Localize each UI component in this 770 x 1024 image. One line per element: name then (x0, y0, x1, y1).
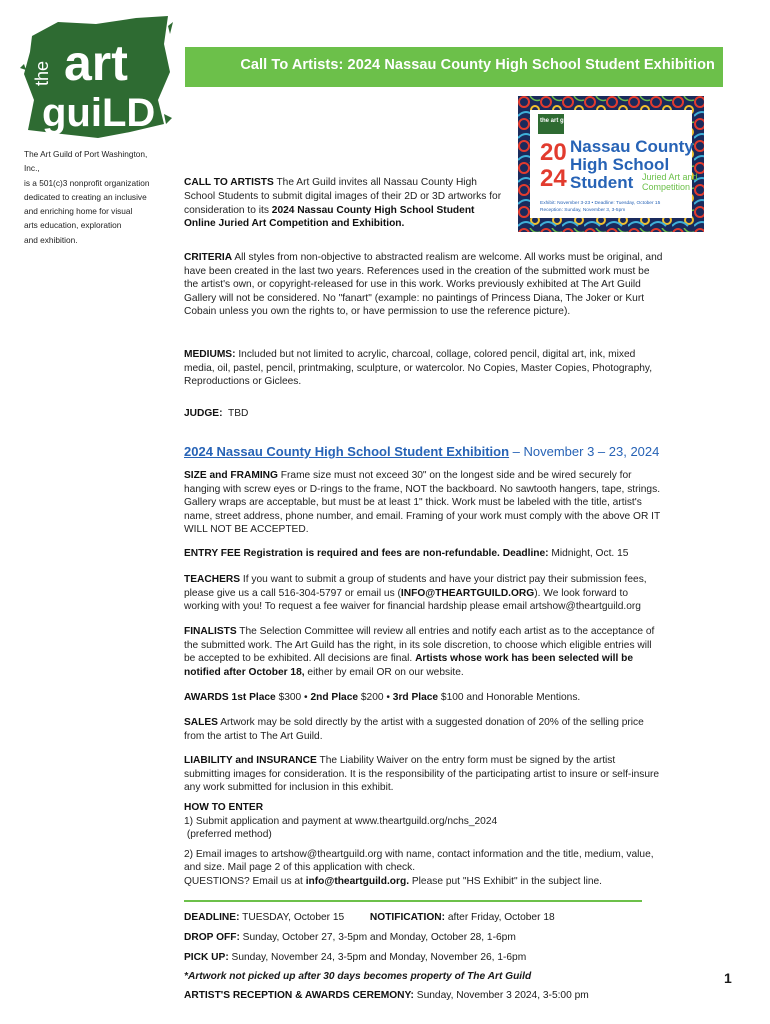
pickup-note-line (184, 970, 704, 983)
notification-value: after Friday, October 18 (445, 912, 555, 923)
entry-text: Midnight, Oct. 15 (548, 548, 629, 559)
how-to-enter (184, 801, 664, 889)
page-number: 1 (724, 970, 732, 986)
awards-p3-label: 3rd Place (392, 692, 439, 703)
awards-p3: $100 and Honorable Mentions. (438, 692, 581, 703)
mediums-text: Included but not limited to acrylic, charcoal, collage, colored pencil, digital art, ink, mixed media, oil, pastel, pencil, printmaking, sculpture, or watercolor. No Copies, Master Copies, Photography, Reproductions or Giclees. (184, 349, 653, 388)
how-q-tail: Please put "HS Exhibit" in the subject line. (409, 875, 603, 887)
reception-value: Sunday, November 3 2024, 3-5:00 pm (413, 990, 589, 1001)
entry-fee-paragraph (184, 547, 664, 561)
poster-line1: Nassau County (570, 137, 694, 156)
sales-label: SALES (184, 717, 218, 728)
dropoff-value: Sunday, October 27, 3-5pm and Monday, October 28, 1-6pm (239, 932, 516, 943)
art-guild-logo (18, 14, 173, 140)
size-label: SIZE and FRAMING (184, 470, 278, 481)
awards-p1-label: 1st Place (228, 692, 276, 703)
header-banner (185, 47, 723, 87)
poster-juried1: Juried Art and (642, 172, 698, 182)
banner-title: Call To Artists: 2024 Nassau County High School Student Exhibition (240, 57, 715, 73)
deadline-label: DEADLINE: (184, 912, 240, 923)
criteria-paragraph (184, 251, 664, 319)
call-to-artists (184, 176, 504, 231)
how-questions-line (184, 875, 664, 889)
reception-label: ARTIST'S RECEPTION & AWARDS CEREMONY: (184, 990, 414, 1001)
criteria-label: CRITERIA (184, 252, 233, 263)
deadline-line (184, 911, 704, 924)
finalists-paragraph (184, 625, 664, 679)
teachers-text2: ). We look forward to working with you! To request a fee waiver for financial hardship please email artshow@theartguild.org (184, 587, 641, 613)
how-step2: 2) Email images to artshow@theartguild.org with name, contact information and the title, medium, value, and size. Mail page 2 of this application with check. (184, 848, 654, 874)
mediums-paragraph (184, 348, 664, 389)
poster-year-top: 20 (540, 139, 567, 166)
org-line: dedicated to creating an inclusive (24, 191, 147, 202)
how-questions: QUESTIONS? Email us at (184, 875, 306, 887)
footer-divider (184, 900, 642, 902)
size-framing-paragraph (184, 469, 664, 537)
liability-text: The Liability Waiver on the entry form must be signed by the artist submitting images for consideration. It is the responsibility of the participating artist to insure or self-insure any work submitted for inclusion in this exhibit. (184, 755, 660, 794)
how-step1: 1) Submit application and payment at www.theartguild.org/nchs_2024 (184, 815, 498, 827)
awards-p1: $300 • (275, 692, 311, 703)
mediums-label: MEDIUMS: (184, 349, 236, 360)
org-line: and exhibition. (24, 234, 78, 245)
criteria-text: All styles from non-objective to abstracted realism are welcome. All works must be original, and have been created in the last two years. References used in the creation of the submitted work must be the artist's own, or copyright-released for use in this work. Works previously exhibited at The Art Guild Gallery will not be considered. No "fanart" (example: no paintings of Princess Diana, The Joker or Kurt Cobain unless you own the rights to, or have permission to use the reference picture). (184, 252, 663, 318)
judge-text: TBD (222, 408, 249, 419)
awards-paragraph (184, 691, 664, 705)
finalists-label: FINALISTS (184, 626, 237, 637)
entry-bold-text: Registration is required and fees are non-refundable. Deadline: (240, 548, 549, 559)
reception-line (184, 989, 704, 1002)
org-line: is a 501(c)3 nonprofit organization (24, 177, 150, 188)
poster-logo: the art guild (540, 118, 575, 124)
deadline-value: TUESDAY, October 15 (239, 912, 345, 923)
size-text: Frame size must not exceed 30" on the longest side and be wired securely for hanging with screw eyes or D-rings to the frame, NOT the backboard. No sawtooth hangers, tape, strings. Gallery wraps are acceptable, but must be at least 1" thick. Work must be labeled with the title, artist's name, street address, phone number, and email. Framing of your work must comply with the above OR IT WILL NOT BE ACCEPTED. (184, 470, 661, 536)
pickup-note: *Artwork not picked up after 30 days becomes property of The Art Guild (184, 971, 532, 982)
call-label: CALL TO ARTISTS (184, 177, 274, 188)
section-dates: – November 3 – 23, 2024 (509, 444, 660, 459)
poster-reception: Reception: Sunday, November 3, 3-5pm (540, 208, 626, 213)
how-q-email: info@theartguild.org. (305, 875, 410, 887)
pickup-label: PICK UP: (184, 952, 229, 963)
sales-text: Artwork may be sold directly by the artist with a suggested donation of 20% of the selling price from the artist to The Art Guild. (184, 717, 644, 742)
org-description (24, 147, 164, 247)
how-step1b: (preferred method) (184, 829, 272, 841)
exhibition-poster (518, 96, 704, 232)
org-line: arts education, exploration (24, 220, 122, 231)
org-line: The Art Guild of Port Washington, Inc., (24, 149, 148, 174)
judge-paragraph (184, 407, 664, 421)
logo-the: the (32, 60, 52, 86)
sales-paragraph (184, 716, 664, 743)
org-line: and enriching home for visual (24, 206, 133, 217)
logo-guild: guiLD (42, 91, 156, 135)
teachers-paragraph (184, 573, 664, 614)
awards-p2-label: 2nd Place (310, 692, 359, 703)
poster-juried2: Competition (642, 182, 691, 192)
poster-line3: Student (570, 173, 634, 192)
liability-paragraph (184, 754, 664, 795)
poster-line2: High School (570, 155, 670, 174)
pickup-line (184, 951, 704, 964)
entry-label: ENTRY FEE (184, 548, 241, 559)
dropoff-label: DROP OFF: (184, 932, 240, 943)
teachers-email: INFO@THEARTGUILD.ORG (400, 587, 535, 599)
liability-label: LIABILITY and INSURANCE (184, 755, 317, 766)
call-text: The Art Guild invites all Nassau County High School Students to submit digital images of their 2D or 3D artworks for consideration to its (184, 177, 502, 216)
teachers-label: TEACHERS (184, 574, 241, 585)
call-bold-tail: 2024 Nassau County High School Student Online Juried Art Competition and Exhibition. (184, 204, 475, 230)
poster-exhibit: Exhibit: November 3-23 • Deadline: Tuesday, October 15 (540, 201, 661, 206)
judge-label: JUDGE: (184, 408, 223, 419)
finalists-text1: The Selection Committee will review all entries and notify each artist as to the acceptance of the submitted work. The Art Guild has the right, in its sole discretion, to choose which eligible entries will be accepted to be exhibited. All decisions are final. (184, 626, 655, 665)
pickup-value: Sunday, November 24, 3-5pm and Monday, November 26, 1-6pm (228, 952, 527, 963)
finalists-bold: Artists whose work has been selected will be notified after October 18, (184, 653, 634, 678)
logo-art: art (64, 35, 128, 91)
teachers-text1: If you want to submit a group of students and have your district pay their submission fees, please give us a call 516-304-5797 or email us ( (184, 574, 647, 599)
notification-label: NOTIFICATION: (369, 912, 445, 923)
awards-label: AWARDS (184, 692, 229, 703)
poster-year-bottom: 24 (540, 165, 567, 192)
dropoff-line (184, 931, 704, 944)
how-label: HOW TO ENTER (184, 802, 264, 813)
finalists-text2: either by email OR on our website. (304, 666, 464, 678)
exhibition-section-title (184, 444, 664, 459)
awards-p2: $200 • (358, 692, 393, 703)
section-title-text: 2024 Nassau County High School Student Exhibition (184, 444, 510, 459)
